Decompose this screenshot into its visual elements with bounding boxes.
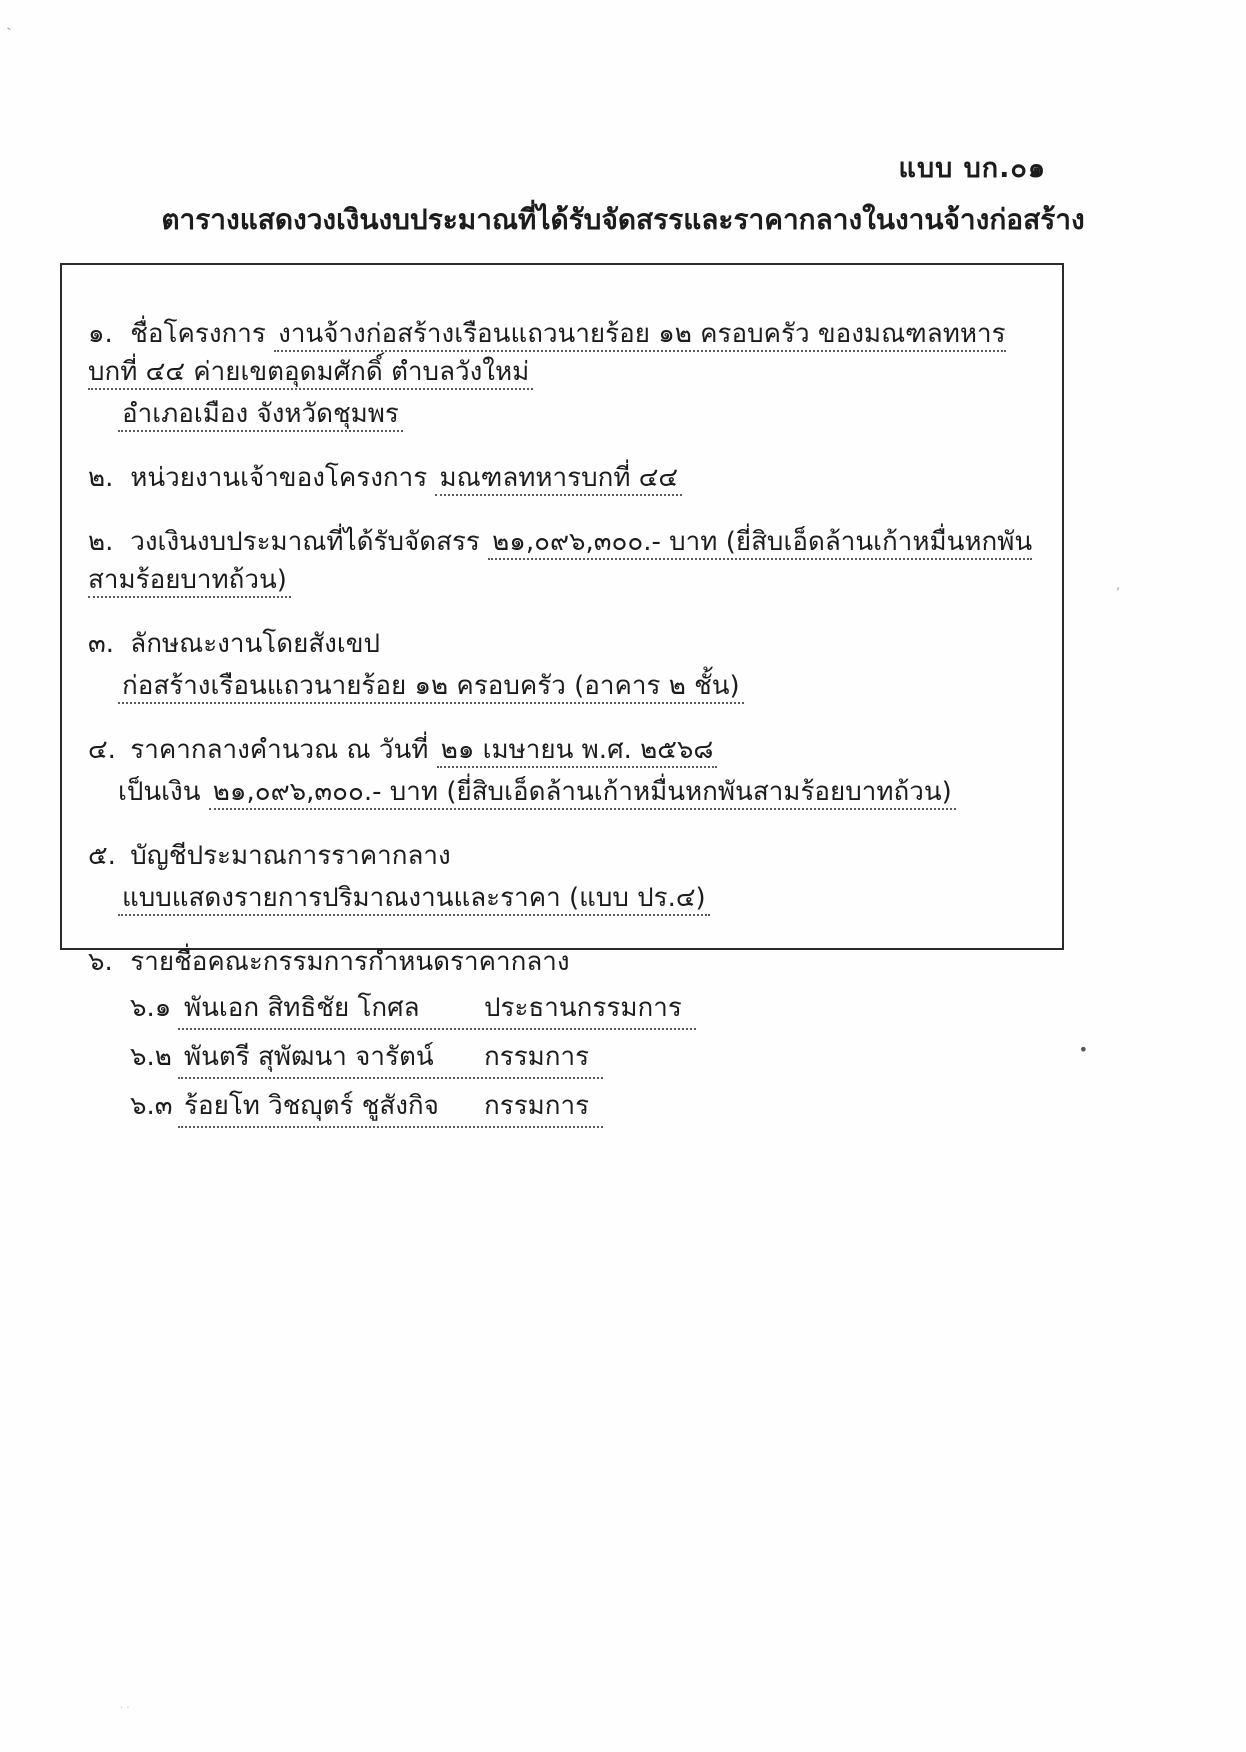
item-median-price-date	[88, 731, 1036, 811]
item-label: ลักษณะงานโดยสังเขป	[130, 629, 381, 659]
scan-artifact: `	[5, 25, 18, 43]
item-work-description	[88, 625, 1036, 705]
member-role: กรรมการ	[484, 1042, 590, 1072]
item-project-name	[88, 315, 1036, 433]
item-label: ชื่อโครงการ	[130, 319, 266, 349]
committee-member-row	[130, 1087, 1036, 1128]
item-budget-amount	[88, 523, 1036, 599]
member-role: ประธานกรรมการ	[484, 993, 682, 1023]
scan-artifact: •	[1078, 1040, 1088, 1059]
item-label: ราคากลางคำนวณ ณ วันที่	[130, 735, 429, 765]
member-name: พันเอก สิทธิชัย โกศล	[184, 993, 420, 1023]
member-name: พันตรี สุพัฒนา จารัตน์	[184, 1042, 434, 1072]
project-name-value-line2: อำเภอเมือง จังหวัดชุมพร	[118, 399, 403, 432]
scan-artifact: · ·	[120, 1703, 130, 1714]
item-label: รายชื่อคณะกรรมการกำหนดราคากลาง	[130, 947, 570, 977]
item-label: บัญชีประมาณการราคากลาง	[130, 841, 451, 871]
scan-artifact: ‚	[1116, 578, 1120, 592]
item-estimate-account	[88, 837, 1036, 917]
item-label: หน่วยงานเจ้าของโครงการ	[130, 463, 428, 493]
item-number: ๕.	[88, 841, 116, 871]
owner-agency-value: มณฑลทหารบกที่ ๔๔	[435, 463, 682, 496]
member-number: ๖.๓	[130, 1091, 173, 1121]
committee-member-row	[130, 989, 1036, 1030]
member-number: ๖.๒	[130, 1042, 172, 1072]
estimate-account-value: แบบแสดงรายการปริมาณงานและราคา (แบบ ปร.๔)	[118, 883, 710, 916]
item-number: ๔.	[88, 735, 116, 765]
item-number: ๒.	[88, 527, 114, 557]
item-number: ๖.	[88, 947, 113, 977]
member-number: ๖.๑	[130, 993, 172, 1023]
item-committee-list	[88, 943, 1036, 1128]
work-description-value: ก่อสร้างเรือนแถวนายร้อย ๑๒ ครอบครัว (อาคาร ๒ ชั้น)	[118, 671, 744, 704]
budget-amount-value: ๒๑,๐๙๖,๓๐๐.- บาท (ยี่สิบเอ็ดล้านเก้าหมื่นหกพันสามร้อยบาทถ้วน)	[88, 527, 1032, 598]
item-owner-agency	[88, 459, 1036, 497]
member-role: กรรมการ	[484, 1091, 590, 1121]
form-code: แบบ บก.๐๑	[898, 153, 1046, 184]
item-number: ๓.	[88, 629, 115, 659]
median-price-amount-value: ๒๑,๐๙๖,๓๐๐.- บาท (ยี่สิบเอ็ดล้านเก้าหมื่นหกพันสามร้อยบาทถ้วน)	[209, 777, 956, 810]
committee-member-row	[130, 1038, 1036, 1079]
median-price-date-value: ๒๑ เมษายน พ.ศ. ๒๕๖๘	[437, 735, 718, 768]
amount-label: เป็นเงิน	[118, 777, 201, 807]
member-name: ร้อยโท วิชญุตร์ ชูสังกิจ	[184, 1091, 439, 1121]
document-title: ตารางแสดงวงเงินงบประมาณที่ได้รับจัดสรรและราคากลางในงานจ้างก่อสร้าง	[161, 203, 1085, 236]
content-border-box	[60, 263, 1064, 1121]
item-number: ๑.	[88, 319, 113, 349]
project-name-value-line1: งานจ้างก่อสร้างเรือนแถวนายร้อย ๑๒ ครอบครัว ของมณฑลทหารบกที่ ๔๔ ค่ายเขตอุดมศักดิ์ ตำบลวังใหม่	[88, 319, 1006, 390]
item-label: วงเงินงบประมาณที่ได้รับจัดสรร	[130, 527, 480, 557]
item-number: ๒.	[88, 463, 114, 493]
